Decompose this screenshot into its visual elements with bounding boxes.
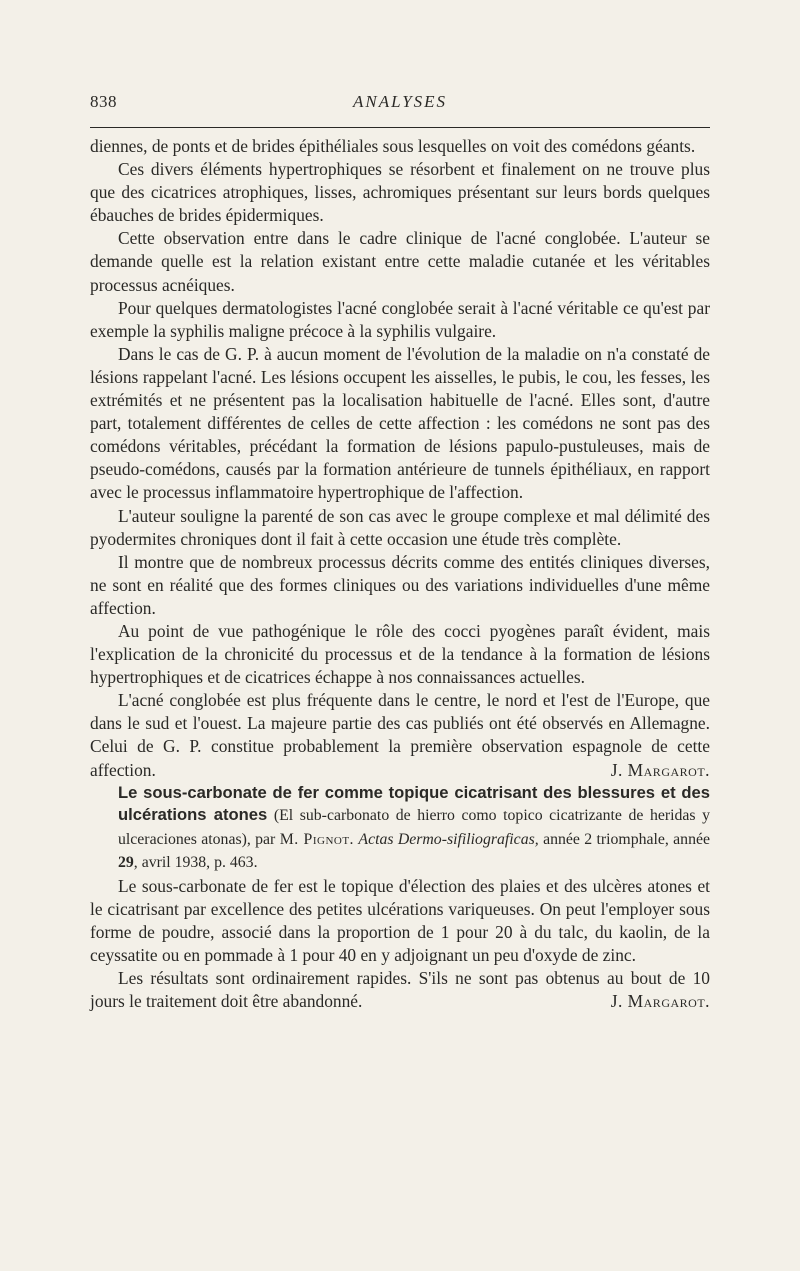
header-rule	[90, 127, 710, 128]
article1-paragraph-1: diennes, de ponts et de brides épithéliales sous lesquelles on voit des comédons géants.	[90, 136, 696, 156]
article1-paragraph-9	[90, 689, 710, 781]
article2-volume: 29	[118, 854, 134, 872]
article2-year-pre: année 2 triomphale, année	[543, 830, 711, 848]
article2-year-post: , avril 1938, p. 463.	[133, 854, 258, 872]
article1-signature: J. Margarot.	[610, 759, 710, 780]
page-body	[90, 135, 710, 1013]
article1-paragraph-4: Pour quelques dermatologistes l'acné conglobée serait à l'acné véritable ce qu'est par exemple la syphilis maligne précoce à la syphilis vulgaire.	[90, 297, 710, 341]
article2-paragraph-2-text: Les résultats sont ordinairement rapides. S'ils ne sont pas obtenus au bout de 10 jours le traitement doit être abandonné.	[90, 968, 710, 1012]
article2-signature: J. Margarot.	[610, 991, 710, 1012]
article1-paragraph-8: Au point de vue pathogénique le rôle des cocci pyogènes paraît évident, mais l'explication de la chronicité du processus et de la tendance à la formation de lésions hypertrophiques et de cicatrices échappe à nos connaissances actuelles.	[90, 620, 710, 688]
page-header	[90, 92, 710, 116]
article2-heading	[90, 782, 710, 875]
article2-original-title: (El sub-carbonato de hierro como topico cicatrizante de heridas y ulceraciones atonas), par	[118, 807, 711, 848]
page-number: 838	[90, 92, 117, 111]
article1-paragraph-9-text: L'acné conglobée est plus fréquente dans le centre, le nord et l'est de l'Europe, que dans le sud et l'ouest. La majeure partie des cas publiés ont été observés en Allemagne. Celui de G. P. constitue probablement la première observation espagnole de cette affection.	[90, 690, 710, 780]
article1-paragraph-6: L'auteur souligne la parenté de son cas avec le groupe complexe et mal délimité des pyodermites chroniques dont il fait à cette occasion une étude très complète.	[90, 505, 710, 549]
article2-paragraph-1: Le sous-carbonate de fer est le topique d'élection des plaies et des ulcères atones et le cicatrisant par excellence des petites ulcérations variqueuses. On peut l'employer sous forme de poudre, associé dans la proportion de 1 pour 20 à du talc, du kaolin, de la ceyssatite ou en pommade à 1 pour 40 en y adjoignant un peu d'oxyde de zinc.	[90, 875, 710, 965]
running-head: ANALYSES	[352, 92, 448, 111]
article1-paragraph-7: Il montre que de nombreux processus décrits comme des entités cliniques diverses, ne sont en réalité que des formes cliniques ou des variations individuelles d'une même affection.	[90, 551, 710, 618]
article1-paragraph-5: Dans le cas de G. P. à aucun moment de l'évolution de la maladie on n'a constaté de lésions rappelant l'acné. Les lésions occupent les aisselles, le pubis, le cou, les fesses, les extrémités et ne présentent pas la localisation habituelle de l'acné. Elles sont, d'autre part, totalement différentes de celles de cette affection : les comédons ne sont pas des comédons véritables, précédant la formation de lésions papulo-pustuleuses, mais de pseudo-comédons, causés par la formation antérieure de tunnels épithéliaux, en rapport avec le processus inflammatoire hypertrophique de l'affection.	[90, 343, 710, 503]
article1-paragraph-3: Cette observation entre dans le cadre clinique de l'acné conglobée. L'auteur se demande quelle est la relation existant entre cette maladie cutanée et les véritables processus acnéiques.	[90, 228, 710, 295]
article2-title: Le sous-carbonate de fer comme topique cicatrisant des blessures et des ulcérations atones	[118, 782, 710, 825]
article2-paragraph-2	[90, 967, 710, 1013]
article1-paragraph-2: Ces divers éléments hypertrophiques se résorbent et finalement on ne trouve plus que des cicatrices atrophiques, lisses, achromiques présentant sur leurs bords quelques ébauches de brides épidermiques.	[90, 159, 710, 226]
article2-journal: Actas Dermo-sifiliograficas,	[358, 830, 539, 848]
article2-author: M. Pignot.	[279, 830, 354, 848]
